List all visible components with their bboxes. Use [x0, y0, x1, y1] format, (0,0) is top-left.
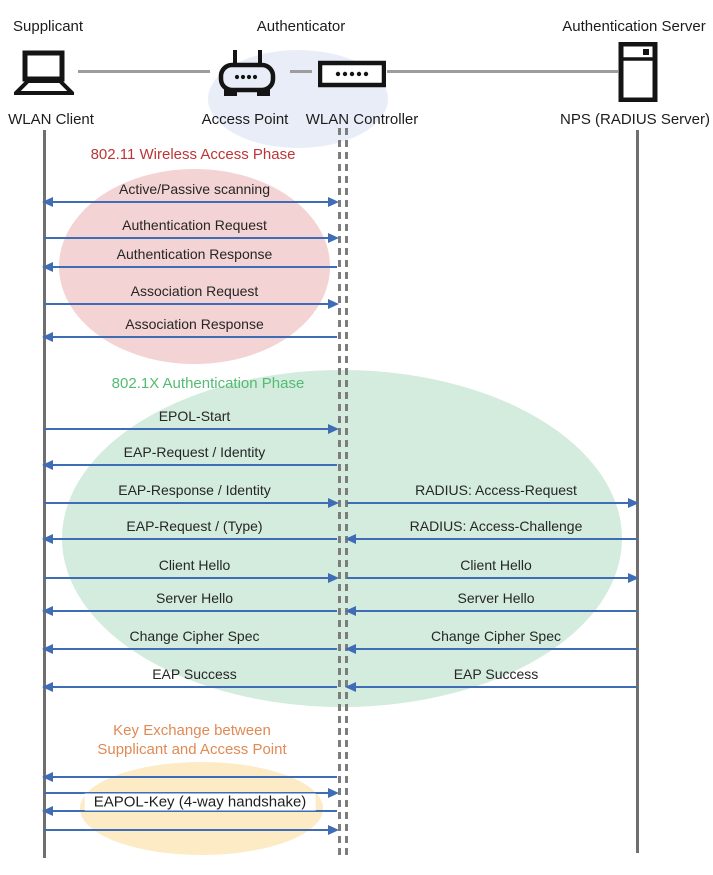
arrowhead-left-icon	[345, 644, 356, 654]
device-label-access-point: Access Point	[201, 111, 289, 128]
message-arrow	[347, 686, 637, 688]
message-arrow	[347, 538, 637, 540]
message-label: EAP Success	[453, 666, 539, 682]
message-arrow	[44, 648, 337, 650]
arrowhead-right-icon	[328, 299, 339, 309]
message-label: Client Hello	[158, 557, 231, 573]
message-label: EAP Success	[152, 666, 237, 682]
message-label: Active/Passive scanning	[119, 181, 270, 197]
arrowhead-left-icon	[42, 332, 53, 342]
message-arrow	[347, 610, 637, 612]
message-arrow	[44, 776, 337, 778]
access-point-icon	[215, 48, 279, 98]
arrowhead-left-icon	[42, 534, 53, 544]
arrowhead-right-icon	[328, 573, 339, 583]
message-label: Client Hello	[460, 557, 532, 573]
arrowhead-left-icon	[345, 682, 356, 692]
message-arrow	[44, 577, 337, 579]
eapol-key-handshake-label: EAPOL-Key (4-way handshake)	[85, 794, 316, 811]
message-label: Server Hello	[457, 590, 535, 606]
phase-title-8021x: 802.1X Authentication Phase	[111, 375, 305, 392]
arrowhead-right-icon	[328, 788, 339, 798]
arrowhead-left-icon	[345, 606, 356, 616]
message-arrow	[347, 577, 637, 579]
laptop-icon	[14, 50, 74, 96]
supplicant-lifeline	[43, 130, 46, 858]
message-label: RADIUS: Access-Challenge	[409, 518, 583, 534]
message-label: EAP-Request / Identity	[123, 444, 266, 460]
message-label: Authentication Request	[122, 217, 267, 233]
arrowhead-right-icon	[328, 825, 339, 835]
phase-title-key-exchange-line2: Supplicant and Access Point	[97, 741, 287, 758]
message-label: RADIUS: Access-Request	[415, 482, 577, 498]
phase-title-80211: 802.11 Wireless Access Phase	[90, 146, 296, 163]
arrowhead-left-icon	[42, 197, 53, 207]
arrowhead-left-icon	[42, 682, 53, 692]
wlan-controller-icon	[318, 60, 386, 88]
message-arrow	[44, 336, 337, 338]
arrowhead-left-icon	[345, 534, 356, 544]
message-arrow	[44, 428, 337, 430]
message-arrow	[44, 829, 337, 831]
connector-line	[290, 70, 312, 73]
arrowhead-right-icon	[328, 498, 339, 508]
message-arrow	[44, 538, 337, 540]
phase-title-key-exchange	[97, 721, 286, 759]
message-label: Authentication Response	[116, 246, 273, 262]
message-label: Association Response	[125, 316, 264, 332]
message-label: Association Request	[130, 283, 259, 299]
message-arrow	[44, 610, 337, 612]
server-lifeline	[636, 130, 639, 853]
message-label: EPOL-Start	[158, 408, 231, 424]
arrowhead-right-icon	[628, 573, 639, 583]
message-arrow	[44, 237, 337, 239]
actor-title-authentication-server: Authentication Server	[562, 18, 706, 35]
message-arrow	[44, 266, 337, 268]
message-label: Change Cipher Spec	[431, 628, 561, 644]
arrowhead-left-icon	[42, 806, 53, 816]
actor-title-supplicant: Supplicant	[13, 18, 84, 35]
arrowhead-right-icon	[628, 498, 639, 508]
message-label: Change Cipher Spec	[129, 628, 260, 644]
arrowhead-left-icon	[42, 772, 53, 782]
server-icon	[618, 42, 658, 102]
message-arrow	[44, 464, 337, 466]
message-arrow	[44, 686, 337, 688]
message-arrow	[347, 648, 637, 650]
phase-title-key-exchange-line1: Key Exchange between	[113, 722, 271, 739]
message-label: Server Hello	[155, 590, 234, 606]
message-arrow	[347, 502, 637, 504]
connector-line	[387, 70, 618, 73]
arrowhead-right-icon	[328, 197, 339, 207]
arrowhead-left-icon	[42, 262, 53, 272]
arrowhead-left-icon	[42, 460, 53, 470]
arrowhead-right-icon	[328, 424, 339, 434]
arrowhead-right-icon	[328, 233, 339, 243]
message-label: EAP-Response / Identity	[118, 482, 271, 498]
message-arrow	[44, 502, 337, 504]
message-label: EAP-Request / (Type)	[126, 518, 263, 534]
message-arrow	[44, 201, 337, 203]
message-arrow	[44, 303, 337, 305]
authenticator-lifeline-right	[345, 128, 348, 856]
device-label-wlan-controller: WLAN Controller	[305, 111, 419, 128]
device-label-nps-radius-server: NPS (RADIUS Server)	[559, 111, 711, 128]
arrowhead-left-icon	[42, 644, 53, 654]
device-label-wlan-client: WLAN Client	[8, 111, 94, 128]
connector-line	[78, 70, 210, 73]
actor-title-authenticator: Authenticator	[256, 18, 346, 35]
arrowhead-left-icon	[42, 606, 53, 616]
